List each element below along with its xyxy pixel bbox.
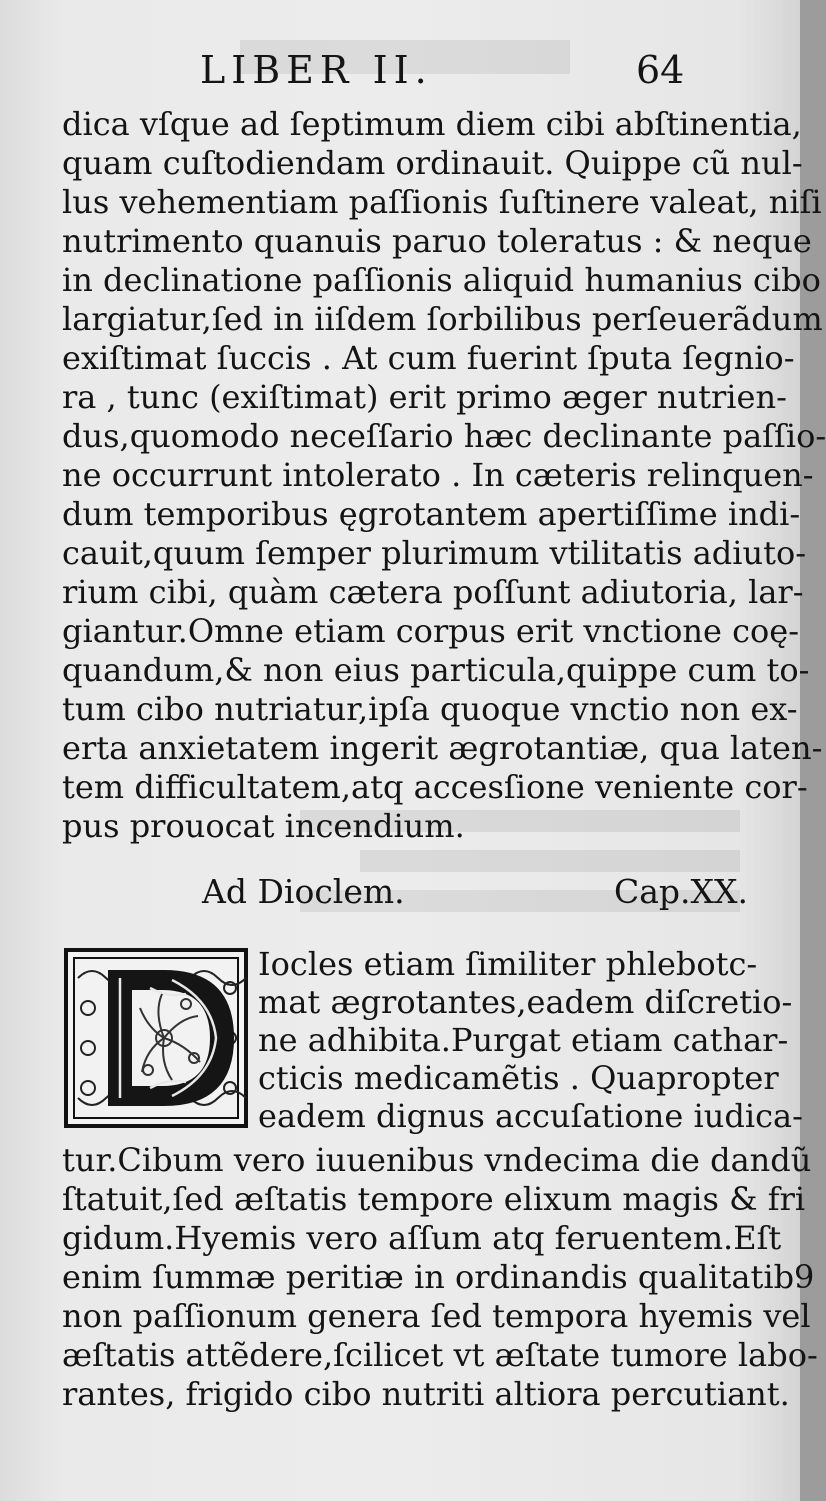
text-line: non paſſionum genera ſed tempora hyemis vel bbox=[62, 1297, 811, 1335]
decorated-initial-d bbox=[64, 948, 248, 1128]
text-line: ne adhibita.Purgat etiam cathar- bbox=[258, 1021, 789, 1059]
text-line: gidum.Hyemis vero aſſum atq feruentem.Eſt bbox=[62, 1219, 782, 1257]
text-line: nutrimento quanuis paruo toleratus : & neque bbox=[62, 222, 812, 260]
text-line: tem difficultatem,atq accesſione veniente cor- bbox=[62, 768, 808, 806]
text-line: ra , tunc (exiſtimat) erit primo æger nutrien- bbox=[62, 378, 787, 416]
text-line: dum temporibus ęgrotantem apertiſſime indi- bbox=[62, 495, 801, 533]
page-number: 64 bbox=[636, 48, 685, 92]
text-line: giantur.Omne etiam corpus erit vnctione coę- bbox=[62, 612, 800, 650]
text-line: cauit,quum ſemper plurimum vtilitatis adiuto- bbox=[62, 534, 807, 572]
text-line: erta anxietatem ingerit ægrotantiæ, qua laten- bbox=[62, 729, 823, 767]
text-line: cticis medicamẽtis . Quapropter bbox=[258, 1059, 779, 1097]
text-line: rantes, frigido cibo nutriti altiora percutiant. bbox=[62, 1375, 790, 1413]
text-line: lus vehementiam paſſionis ſuſtinere valeat, niſi bbox=[62, 183, 822, 221]
text-line: Iocles etiam ſimiliter phlebotc- bbox=[258, 945, 758, 983]
running-title: LIBER II. bbox=[200, 48, 433, 92]
text-line: quam cuſtodiendam ordinauit. Quippe cũ nul- bbox=[62, 144, 803, 182]
text-line: eadem dignus accuſatione iudica- bbox=[258, 1097, 803, 1135]
text-line: ne occurrunt intolerato . In cæteris relinquen- bbox=[62, 456, 814, 494]
chapter-heading bbox=[62, 872, 748, 920]
text-line: enim ſummæ peritiæ in ordinandis qualitatib9 bbox=[62, 1258, 815, 1296]
text-line: mat ægrotantes,eadem diſcretio- bbox=[258, 983, 793, 1021]
text-line: æſtatis attẽdere,ſcilicet vt æſtate tumore labo- bbox=[62, 1336, 818, 1374]
text-line: tum cibo nutriatur,ipſa quoque vnctio non ex- bbox=[62, 690, 798, 728]
page-header bbox=[0, 48, 800, 98]
text-line: tur.Cibum vero iuuenibus vndecima die dandũ bbox=[62, 1141, 812, 1179]
text-line: exiſtimat ſuccis . At cum fuerint ſputa ſegnio- bbox=[62, 339, 795, 377]
text-line: ſtatuit,ſed æſtatis tempore elixum magis & fri bbox=[62, 1180, 806, 1218]
text-line: pus prouocat incendium. bbox=[62, 807, 465, 845]
text-line: dica vſque ad ſeptimum diem cibi abſtinentia, bbox=[62, 105, 802, 143]
chapter-title: Ad Dioclem. bbox=[202, 872, 405, 911]
text-line: in declinatione paſſionis aliquid humanius cibo bbox=[62, 261, 821, 299]
text-line: rium cibi, quàm cætera poſſunt adiutoria, lar- bbox=[62, 573, 804, 611]
text-line: largiatur,ſed in iiſdem ſorbilibus perſeuerãdum bbox=[62, 300, 823, 338]
text-line: quandum,& non eius particula,quippe cum to- bbox=[62, 651, 810, 689]
text-line: dus,quomodo neceſſario hæc declinante paſſio- bbox=[62, 417, 826, 455]
chapter-number: Cap.XX. bbox=[613, 872, 748, 911]
